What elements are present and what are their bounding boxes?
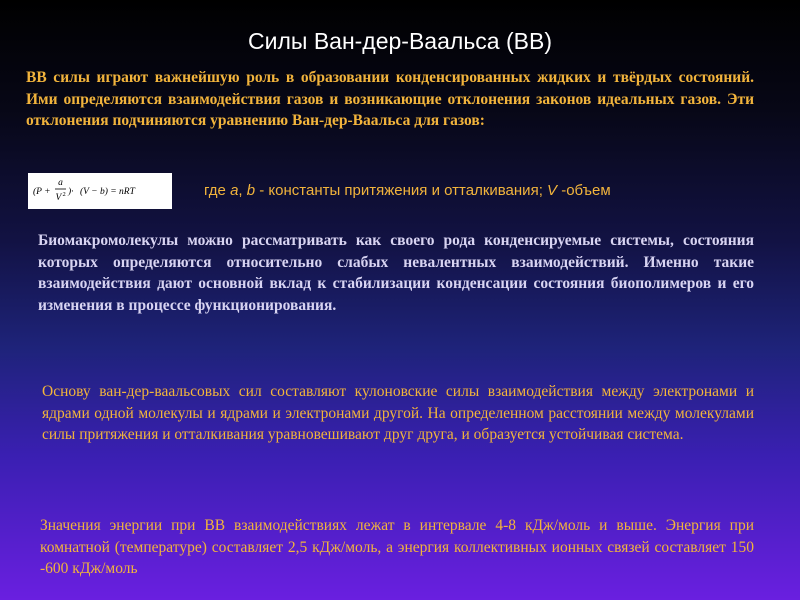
legend-mid: - константы притяжения и отталкивания;	[255, 182, 548, 199]
formula-legend	[204, 181, 611, 201]
coulomb-forces-paragraph: Основу ван-дер-ваальсовых сил составляют кулоновские силы взаимодействия между электронами и ядрами одной молекулы и ядрами и электронами другой. На определенном расстоянии между молекулами силы притяжения и отталкивания уравновешивают друг друга, и образуется устойчивая система.	[42, 383, 754, 443]
equation-graphic	[30, 174, 170, 208]
legend-a: a	[230, 182, 239, 199]
slide-title: Силы Ван-дер-Ваальса (ВВ)	[248, 28, 552, 54]
intro-paragraph: ВВ силы играют важнейшую роль в образовании конденсированных жидких и твёрдых состояний. Ими определяются взаимодействия газов и возникающие отклонения законов идеальных газов. Эти отклонения подчиняются уравнению Ван-дер-Ваальса для газов:	[26, 69, 754, 129]
legend-post: -объем	[557, 182, 611, 199]
biomacromolecules-paragraph: Биомакромолекулы можно рассматривать как своего рода конденсируемые системы, состояния которых определяются относительно слабых невалентных взаимодействий. Именно такие взаимодействия дают основной вклад к стабилизации конденсации состояния биополимеров и его изменения в процессе функционирования.	[38, 232, 754, 314]
equation-rest: (V − b) = nRT	[80, 187, 135, 197]
equation-numerator: a	[58, 178, 63, 188]
energy-values-paragraph: Значения энергии при ВВ взаимодействиях лежат в интервале 4-8 кДж/моль и выше. Энергия при комнатной (температуре) составляет 2,5 кДж/моль, а энергия коллективных ионных связей составляет 150 -600 кДж/моль	[40, 517, 754, 577]
legend-pre: где	[204, 182, 231, 199]
legend-comma: ,	[238, 182, 247, 199]
equation-exponent: 2	[62, 191, 66, 198]
equation-close: )·	[68, 187, 74, 197]
legend-v: V	[547, 182, 558, 199]
equation-open: (P +	[33, 187, 51, 197]
equation-denominator: V	[55, 193, 62, 203]
van-der-waals-equation	[28, 173, 172, 209]
legend-b: b	[246, 182, 256, 199]
